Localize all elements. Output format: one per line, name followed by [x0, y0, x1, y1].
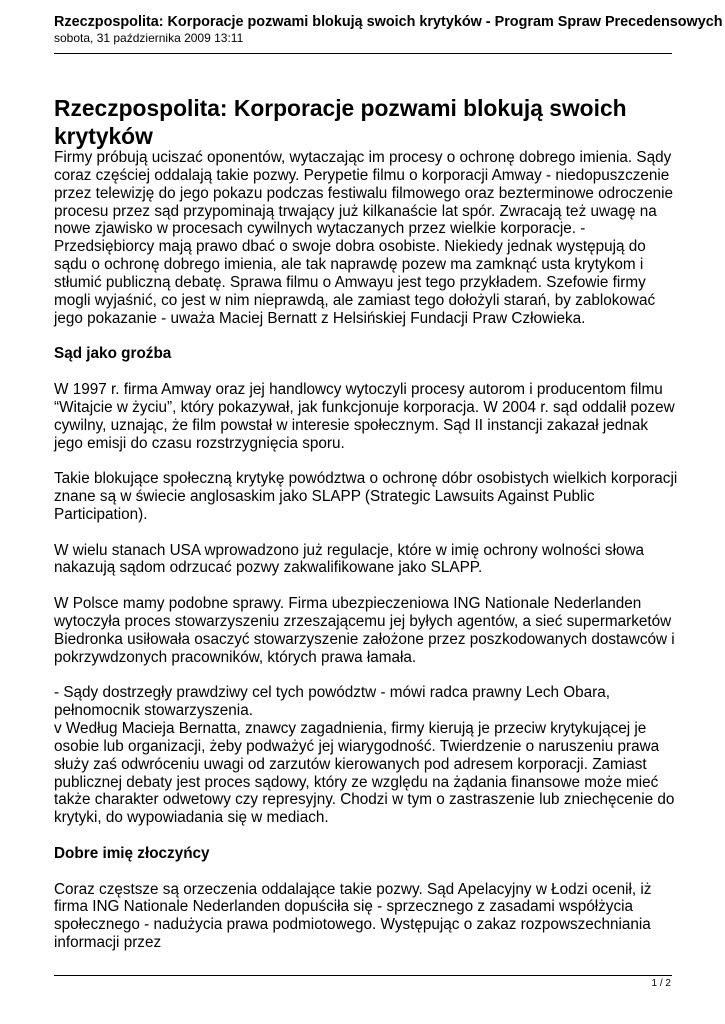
section-heading-dobre-imie: Dobre imię złoczyńcy [54, 844, 210, 862]
header-divider [54, 53, 672, 54]
footer-divider [54, 975, 672, 976]
paragraph-spacer [54, 327, 678, 345]
header-title: Rzeczpospolita: Korporacje pozwami blokują swoich krytyków - Program Spraw Precedensowych [54, 14, 723, 30]
paragraph-spacer [54, 577, 678, 595]
paragraph-intro: Firmy próbują uciszać oponentów, wytaczając im procesy o ochronę dobrego imienia. Sądy coraz częściej oddalają takie pozwy. Perypetie filmu o korporacji Amway - niedopuszczenie przez telewizję do jego pokazu podczas festiwalu filmowego oraz bezterminowe odroczenie procesu przez sąd przypominają trwający już kilkanaście lat spór. Zwracają też uwagę na nowe zjawisko w procesach cywilnych wytaczanych przez wielkie korporacje. - Przedsiębiorcy mają prawo dbać o swoje dobra osobiste. Niekiedy jednak występują do sądu o ochronę dobrego imienia, ale tak naprawdę pozew ma zamknąć usta krytykom i stłumić publiczną debatę. Sprawa filmu o Amwayu jest tego przykładem. Szefowie firmy mogli wyjaśnić, co jest w nim nieprawdą, ale zamiast tego dołożyli starań, by zablokować jego pokazanie - uważa Maciej Bernatt z Helsińskiej Fundacji Praw Człowieka. [54, 149, 674, 327]
paragraph-spacer [54, 863, 678, 881]
paragraph-orzeczenia: Coraz częstsze są orzeczenia oddalające takie pozwy. Sąd Apelacyjny w Łodzi ocenił, iż firma ING Nationale Nederlanden dopuściła się - sprzecznego z zasadami współżycia społecznego - nadużycia prawa podmiotowego. Występując o zakaz rozpowszechniania informacji przez [54, 880, 652, 952]
paragraph-amway-1997: W 1997 r. firma Amway oraz jej handlowcy wytoczyli procesy autorom i producentom filmu “Witajcie w życiu”, który pokazywał, jak funkcjonuje korporacja. W 2004 r. sąd oddalił pozew cywilny, uznając, że film powstał w interesie społecznym. Sąd II instancji zakazał jednak jego emisji do czasu rozstrzygnięcia sporu. [54, 380, 675, 452]
section-heading-sad-jako-grozba: Sąd jako groźba [54, 345, 172, 363]
paragraph-spacer [54, 524, 678, 542]
header-date: sobota, 31 października 2009 13:11 [54, 31, 244, 45]
paragraph-slapp: Takie blokujące społeczną krytykę powództwa o ochronę dóbr osobistych wielkich korporacji znane są w świecie anglosaskim jako SLAPP (Strategic Lawsuits Against Public Participation). [54, 470, 678, 523]
paragraph-polska: W Polsce mamy podobne sprawy. Firma ubezpieczeniowa ING Nationale Nederlanden wytoczyła proces stowarzyszeniu zrzeszającemu jej byłych agentów, a sieć supermarketów Biedronka usiłowała osaczyć stowarzyszenie założone przez poszkodowanych dostawców i pokrzywdzonych pracowników, których prawa łamała. [54, 595, 675, 666]
paragraph-spacer [54, 452, 678, 470]
paragraph-spacer [54, 363, 678, 381]
page-header [54, 13, 723, 46]
article-title: Rzeczpospolita: Korporacje pozwami blokują swoich krytyków [54, 95, 627, 149]
paragraph-spacer [54, 827, 678, 845]
paragraph-spacer [54, 666, 678, 684]
article-body [54, 149, 678, 952]
paragraph-obara-bernatt: - Sądy dostrzegły prawdziwy cel tych powództw - mówi radca prawny Lech Obara, pełnomocnik stowarzyszenia. v Według Macieja Bernatta, znawcy zagadnienia, firmy kierują je przeciw krytykującej je osobie lub organizacji, żeby podważyć jej wiarygodność. Twierdzenie o naruszeniu prawa służy zaś odwróceniu uwagi od zarzutów kierowanych pod adresem korporacji. Zamiast publicznej debaty jest proces sądowy, który ze względu na żądania finansowe może mieć także charakter odwetowy czy represyjny. Chodzi w tym o zastraszenie lub zniechęcenie do krytyki, do wypowiadania się w mediach. [54, 684, 675, 827]
page-number: 1 / 2 [651, 978, 671, 989]
paragraph-usa: W wielu stanach USA wprowadzono już regulacje, które w imię ochrony wolności słowa nakazują sądom odrzucać pozwy zakwalifikowane jako SLAPP. [54, 541, 645, 577]
